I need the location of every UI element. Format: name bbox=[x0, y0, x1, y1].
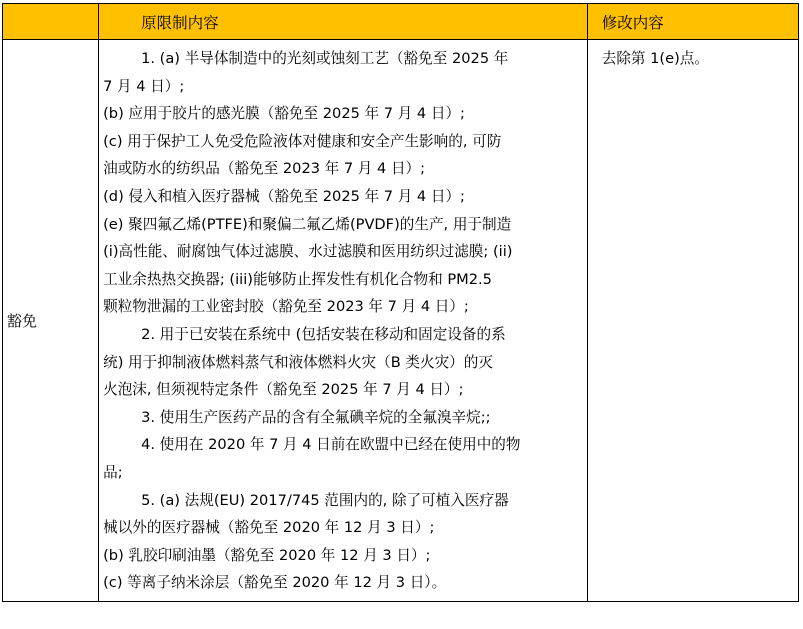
content-line: (b) 应用于胶片的感光膜（豁免至 2025 年 7 月 4 日）; bbox=[103, 105, 465, 123]
header-cell-blank bbox=[3, 4, 99, 40]
regulation-table bbox=[2, 3, 799, 602]
content-line: 7 月 4 日）; bbox=[103, 77, 185, 95]
content-line: 4. 使用在 2020 年 7 月 4 日前在欧盟中已经在使用中的物 bbox=[141, 436, 521, 454]
content-line: 2. 用于已安装在系统中 (包括安装在移动和固定设备的系 bbox=[141, 325, 506, 343]
content-lines bbox=[103, 45, 583, 597]
table-header-row bbox=[3, 4, 799, 40]
content-line: (c) 用于保护工人免受危险液体对健康和安全产生影响的, 可防 bbox=[103, 132, 502, 150]
content-line: (c) 等离子纳米涂层（豁免至 2020 年 12 月 3 日）。 bbox=[103, 574, 447, 592]
content-line: 械以外的医疗器械（豁免至 2020 年 12 月 3 日）; bbox=[103, 519, 435, 537]
content-line: (e) 聚四氟乙烯(PTFE)和聚偏二氟乙烯(PVDF)的生产, 用于制造 bbox=[103, 215, 512, 233]
content-line: 工业余热热交换器; (iii)能够防止挥发性有机化合物和 PM2.5 bbox=[103, 270, 492, 288]
content-line: 火泡沫, 但须视特定条件（豁免至 2025 年 7 月 4 日）; bbox=[103, 381, 464, 399]
content-line: (i)高性能、耐腐蚀气体过滤膜、水过滤膜和医用纺织过滤膜; (ii) bbox=[103, 243, 513, 261]
content-line: 5. (a) 法规(EU) 2017/745 范围内的, 除了可植入医疗器 bbox=[141, 491, 509, 509]
content-line: 3. 使用生产医药产品的含有全氟碘辛烷的全氟溴辛烷;; bbox=[141, 408, 491, 426]
amendment-cell bbox=[587, 40, 798, 602]
content-line: (d) 侵入和植入医疗器械（豁免至 2025 年 7 月 4 日）; bbox=[103, 187, 465, 205]
header-original-content: 原限制内容 bbox=[99, 4, 588, 40]
row-label-exemption: 豁免 bbox=[3, 40, 99, 602]
amendment-text: 去除第 1(e)点。 bbox=[601, 50, 709, 67]
content-line: 统) 用于抑制液体燃料蒸气和液体燃料火灾（B 类火灾）的灭 bbox=[103, 353, 493, 371]
content-line: 1. (a) 半导体制造中的光刻或蚀刻工艺（豁免至 2025 年 bbox=[141, 50, 509, 67]
content-line: 品; bbox=[103, 463, 123, 481]
table-row-exemption bbox=[3, 40, 799, 602]
header-amendment: 修改内容 bbox=[587, 4, 798, 40]
content-line: 油或防水的纺织品（豁免至 2023 年 7 月 4 日）; bbox=[103, 160, 426, 178]
original-content-cell bbox=[99, 40, 588, 602]
content-line: 颗粒物泄漏的工业密封胶（豁免至 2023 年 7 月 4 日）; bbox=[103, 298, 469, 316]
content-line: (b) 乳胶印刷油墨（豁免至 2020 年 12 月 3 日）; bbox=[103, 546, 431, 564]
